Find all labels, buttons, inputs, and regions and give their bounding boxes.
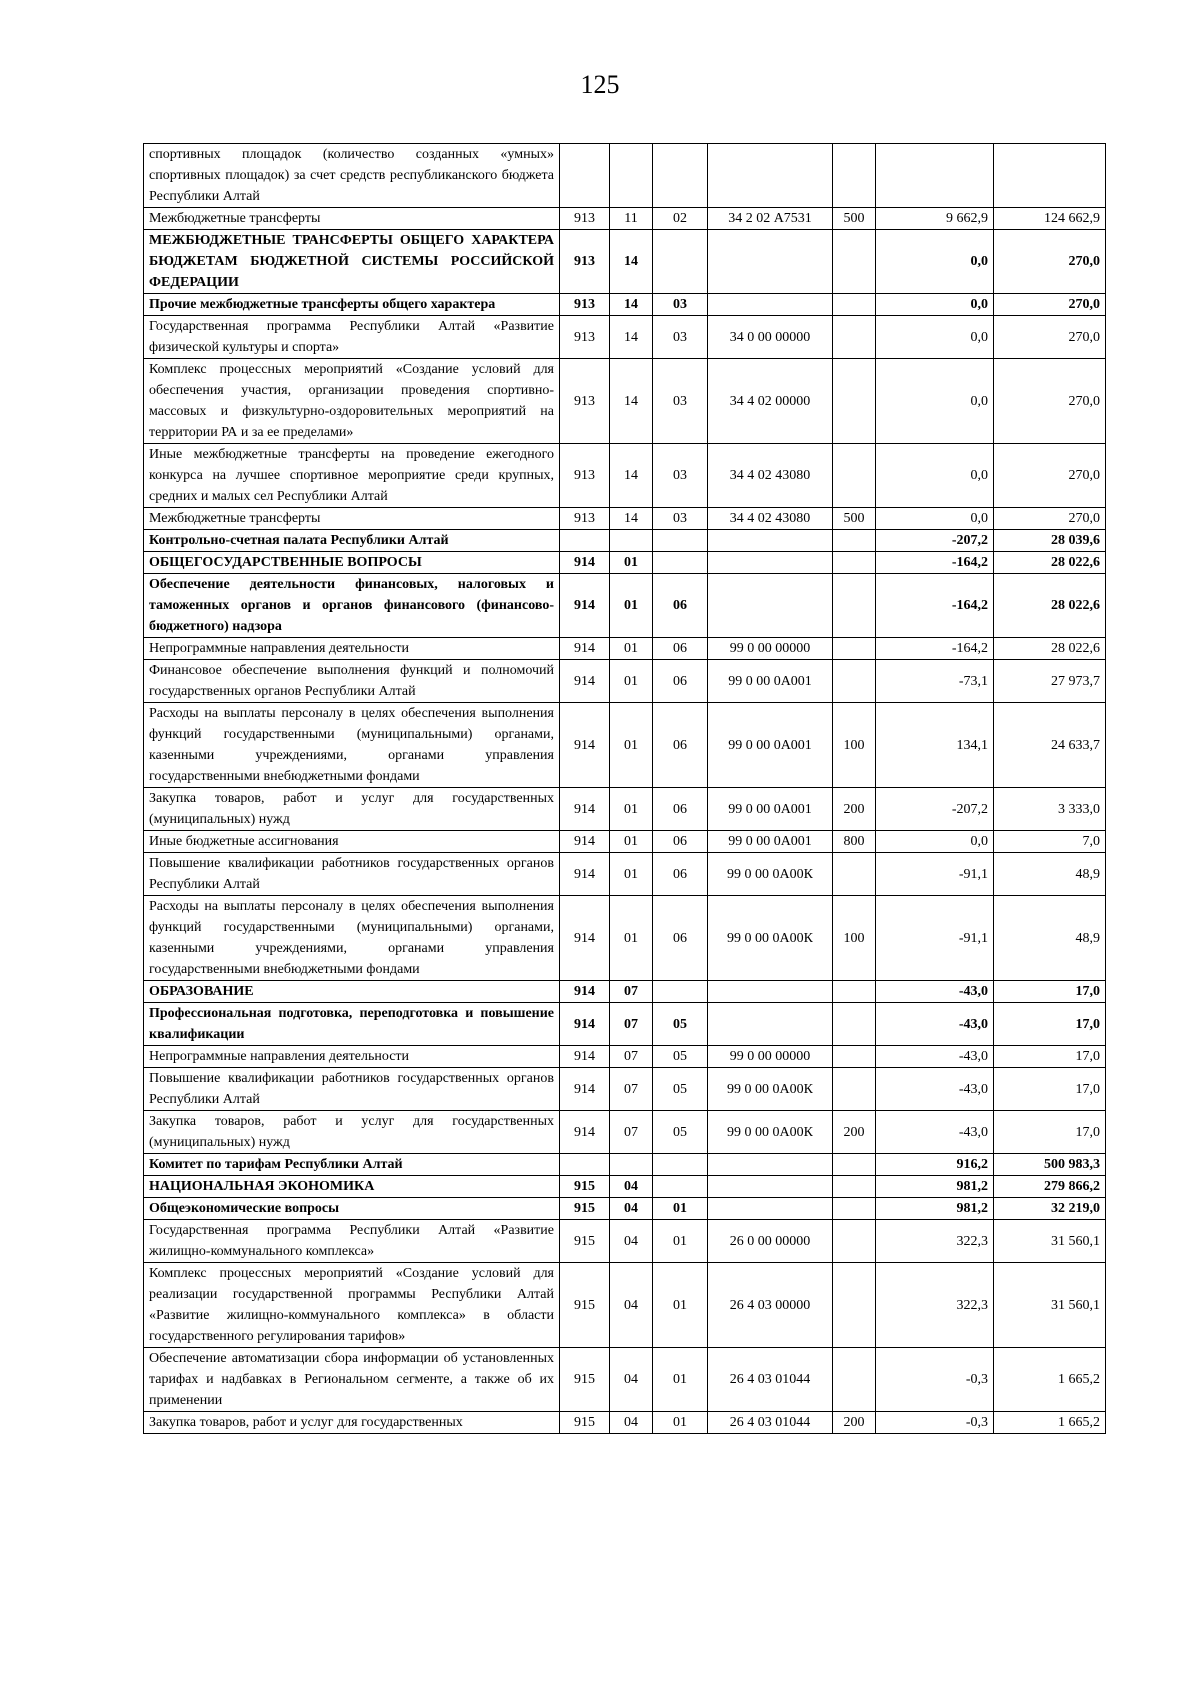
row-name: Межбюджетные трансферты — [144, 508, 560, 530]
row-target-article: 99 0 00 00000 — [708, 1046, 833, 1068]
table-row — [144, 508, 1106, 530]
row-target-article: 26 4 03 00000 — [708, 1263, 833, 1348]
row-target-article: 34 4 02 00000 — [708, 359, 833, 444]
row-section: 04 — [610, 1263, 653, 1348]
row-amount-change: -164,2 — [876, 552, 994, 574]
row-amount-change: -91,1 — [876, 853, 994, 896]
row-amount-total: 7,0 — [994, 831, 1106, 853]
row-target-article — [708, 1154, 833, 1176]
row-amount-total: 31 560,1 — [994, 1220, 1106, 1263]
row-subsection: 06 — [653, 703, 708, 788]
row-grbs: 913 — [560, 444, 610, 508]
row-target-article: 26 0 00 00000 — [708, 1220, 833, 1263]
row-target-article — [708, 1003, 833, 1046]
row-name: Государственная программа Республики Алтай «Развитие физической культуры и спорта» — [144, 316, 560, 359]
row-grbs: 914 — [560, 660, 610, 703]
row-expense-type — [833, 1198, 876, 1220]
row-section: 01 — [610, 660, 653, 703]
row-amount-total: 27 973,7 — [994, 660, 1106, 703]
row-name: Закупка товаров, работ и услуг для государственных — [144, 1412, 560, 1434]
row-amount-total: 17,0 — [994, 1003, 1106, 1046]
row-amount-change: 0,0 — [876, 359, 994, 444]
row-subsection — [653, 1176, 708, 1198]
row-target-article: 34 0 00 00000 — [708, 316, 833, 359]
row-name: спортивных площадок (количество созданных «умных» спортивных площадок) за счет средств республиканского бюджета Республики Алтай — [144, 144, 560, 208]
row-amount-total: 17,0 — [994, 1068, 1106, 1111]
row-subsection — [653, 530, 708, 552]
row-target-article — [708, 1198, 833, 1220]
row-subsection: 01 — [653, 1220, 708, 1263]
row-section: 14 — [610, 230, 653, 294]
table-row — [144, 660, 1106, 703]
row-name: Межбюджетные трансферты — [144, 208, 560, 230]
row-amount-change: 322,3 — [876, 1263, 994, 1348]
table-row — [144, 530, 1106, 552]
row-expense-type — [833, 853, 876, 896]
row-name: Общеэкономические вопросы — [144, 1198, 560, 1220]
row-target-article: 99 0 00 00000 — [708, 638, 833, 660]
table-row — [144, 1003, 1106, 1046]
table-row — [144, 1068, 1106, 1111]
row-grbs — [560, 530, 610, 552]
row-amount-total: 270,0 — [994, 508, 1106, 530]
row-section: 01 — [610, 703, 653, 788]
row-subsection: 03 — [653, 508, 708, 530]
row-name: Финансовое обеспечение выполнения функций и полномочий государственных органов Республики Алтай — [144, 660, 560, 703]
row-subsection — [653, 981, 708, 1003]
row-expense-type — [833, 444, 876, 508]
row-expense-type — [833, 1348, 876, 1412]
row-target-article — [708, 574, 833, 638]
row-target-article: 34 4 02 43080 — [708, 444, 833, 508]
row-name: Иные межбюджетные трансферты на проведение ежегодного конкурса на лучшее спортивное мероприятие среди крупных, средних и малых сел Республики Алтай — [144, 444, 560, 508]
row-amount-total: 124 662,9 — [994, 208, 1106, 230]
row-subsection: 05 — [653, 1046, 708, 1068]
row-expense-type — [833, 1068, 876, 1111]
row-name: Прочие межбюджетные трансферты общего характера — [144, 294, 560, 316]
row-section: 01 — [610, 831, 653, 853]
table-row — [144, 1220, 1106, 1263]
row-expense-type — [833, 638, 876, 660]
row-amount-total: 48,9 — [994, 853, 1106, 896]
row-target-article — [708, 230, 833, 294]
row-grbs: 914 — [560, 831, 610, 853]
row-section: 14 — [610, 444, 653, 508]
table-row — [144, 1154, 1106, 1176]
row-amount-total: 270,0 — [994, 230, 1106, 294]
row-subsection: 06 — [653, 896, 708, 981]
row-section: 11 — [610, 208, 653, 230]
row-expense-type — [833, 359, 876, 444]
row-amount-change: -91,1 — [876, 896, 994, 981]
table-row — [144, 831, 1106, 853]
table-row — [144, 638, 1106, 660]
row-name: Непрограммные направления деятельности — [144, 1046, 560, 1068]
row-amount-total: 31 560,1 — [994, 1263, 1106, 1348]
table-row — [144, 444, 1106, 508]
row-amount-total: 32 219,0 — [994, 1198, 1106, 1220]
row-grbs: 913 — [560, 230, 610, 294]
row-grbs: 914 — [560, 574, 610, 638]
row-name: Обеспечение автоматизации сбора информации об установленных тарифах и надбавках в Региональном сегменте, а также об их применении — [144, 1348, 560, 1412]
row-amount-change: 981,2 — [876, 1176, 994, 1198]
row-target-article — [708, 294, 833, 316]
row-grbs: 914 — [560, 552, 610, 574]
row-grbs: 914 — [560, 896, 610, 981]
table-row — [144, 144, 1106, 208]
row-amount-change: -207,2 — [876, 788, 994, 831]
table-row — [144, 316, 1106, 359]
row-section: 07 — [610, 981, 653, 1003]
row-target-article: 99 0 00 0А001 — [708, 788, 833, 831]
row-name: МЕЖБЮДЖЕТНЫЕ ТРАНСФЕРТЫ ОБЩЕГО ХАРАКТЕРА БЮДЖЕТАМ БЮДЖЕТНОЙ СИСТЕМЫ РОССИЙСКОЙ ФЕДЕРАЦИИ — [144, 230, 560, 294]
row-target-article: 99 0 00 0А00К — [708, 1111, 833, 1154]
row-amount-total: 17,0 — [994, 1046, 1106, 1068]
row-amount-total: 270,0 — [994, 444, 1106, 508]
row-amount-change: 134,1 — [876, 703, 994, 788]
table-row — [144, 1046, 1106, 1068]
table-row — [144, 853, 1106, 896]
row-target-article — [708, 552, 833, 574]
row-amount-total: 28 039,6 — [994, 530, 1106, 552]
row-section: 04 — [610, 1220, 653, 1263]
row-subsection: 03 — [653, 294, 708, 316]
row-target-article: 99 0 00 0А001 — [708, 703, 833, 788]
row-amount-change: 0,0 — [876, 444, 994, 508]
row-grbs: 915 — [560, 1220, 610, 1263]
row-expense-type — [833, 230, 876, 294]
row-name: Расходы на выплаты персоналу в целях обеспечения выполнения функций государственными (муниципальными) органами, казенными учреждениями, органами управления государственными внебюджетными фондами — [144, 896, 560, 981]
row-subsection: 03 — [653, 444, 708, 508]
row-amount-change: 0,0 — [876, 294, 994, 316]
row-amount-total: 17,0 — [994, 1111, 1106, 1154]
row-section: 14 — [610, 359, 653, 444]
row-section: 04 — [610, 1348, 653, 1412]
row-amount-change: -0,3 — [876, 1412, 994, 1434]
table-row — [144, 1263, 1106, 1348]
row-amount-total: 270,0 — [994, 316, 1106, 359]
row-amount-change — [876, 144, 994, 208]
table-row — [144, 788, 1106, 831]
row-grbs — [560, 144, 610, 208]
row-grbs: 914 — [560, 1111, 610, 1154]
row-expense-type — [833, 144, 876, 208]
row-amount-total — [994, 144, 1106, 208]
row-expense-type — [833, 1263, 876, 1348]
row-amount-total: 28 022,6 — [994, 638, 1106, 660]
row-section: 07 — [610, 1068, 653, 1111]
row-section: 01 — [610, 638, 653, 660]
row-amount-change: 0,0 — [876, 508, 994, 530]
row-amount-change: 981,2 — [876, 1198, 994, 1220]
row-section — [610, 144, 653, 208]
row-grbs: 914 — [560, 853, 610, 896]
row-target-article: 26 4 03 01044 — [708, 1348, 833, 1412]
row-expense-type: 500 — [833, 208, 876, 230]
row-section: 04 — [610, 1176, 653, 1198]
row-grbs: 913 — [560, 508, 610, 530]
row-expense-type — [833, 530, 876, 552]
row-name: ОБРАЗОВАНИЕ — [144, 981, 560, 1003]
row-expense-type: 200 — [833, 1111, 876, 1154]
row-subsection — [653, 230, 708, 294]
row-subsection: 05 — [653, 1111, 708, 1154]
row-target-article: 34 4 02 43080 — [708, 508, 833, 530]
row-section: 07 — [610, 1046, 653, 1068]
row-expense-type — [833, 574, 876, 638]
row-amount-total: 28 022,6 — [994, 574, 1106, 638]
row-expense-type — [833, 1176, 876, 1198]
row-grbs: 915 — [560, 1198, 610, 1220]
row-name: Обеспечение деятельности финансовых, налоговых и таможенных органов и органов финансового (финансово-бюджетного) надзора — [144, 574, 560, 638]
row-target-article — [708, 1176, 833, 1198]
row-amount-change: -43,0 — [876, 1003, 994, 1046]
row-grbs: 913 — [560, 294, 610, 316]
row-name: Закупка товаров, работ и услуг для государственных (муниципальных) нужд — [144, 1111, 560, 1154]
row-grbs: 915 — [560, 1412, 610, 1434]
row-expense-type — [833, 552, 876, 574]
row-target-article: 34 2 02 А7531 — [708, 208, 833, 230]
row-grbs: 915 — [560, 1263, 610, 1348]
row-expense-type: 100 — [833, 896, 876, 981]
row-grbs: 915 — [560, 1348, 610, 1412]
row-section: 14 — [610, 508, 653, 530]
page-number: 125 — [580, 70, 620, 99]
row-amount-change: -164,2 — [876, 574, 994, 638]
row-expense-type — [833, 1220, 876, 1263]
row-amount-total: 1 665,2 — [994, 1348, 1106, 1412]
row-grbs: 914 — [560, 638, 610, 660]
row-expense-type — [833, 981, 876, 1003]
row-amount-total: 17,0 — [994, 981, 1106, 1003]
row-name: НАЦИОНАЛЬНАЯ ЭКОНОМИКА — [144, 1176, 560, 1198]
row-section — [610, 530, 653, 552]
row-amount-change: -43,0 — [876, 1046, 994, 1068]
row-name: Комитет по тарифам Республики Алтай — [144, 1154, 560, 1176]
row-section: 01 — [610, 788, 653, 831]
row-name: Расходы на выплаты персоналу в целях обеспечения выполнения функций государственными (муниципальными) органами, казенными учреждениями, органами управления государственными внебюджетными фондами — [144, 703, 560, 788]
row-subsection: 05 — [653, 1003, 708, 1046]
row-subsection: 03 — [653, 359, 708, 444]
row-subsection: 01 — [653, 1263, 708, 1348]
row-subsection: 06 — [653, 574, 708, 638]
row-amount-change: -0,3 — [876, 1348, 994, 1412]
row-subsection: 06 — [653, 831, 708, 853]
table-row — [144, 981, 1106, 1003]
row-amount-total: 270,0 — [994, 359, 1106, 444]
row-section: 01 — [610, 574, 653, 638]
table-row — [144, 359, 1106, 444]
row-name: ОБЩЕГОСУДАРСТВЕННЫЕ ВОПРОСЫ — [144, 552, 560, 574]
row-expense-type: 800 — [833, 831, 876, 853]
row-subsection: 03 — [653, 316, 708, 359]
table-row — [144, 1111, 1106, 1154]
row-amount-change: 0,0 — [876, 230, 994, 294]
row-target-article: 99 0 00 0А001 — [708, 831, 833, 853]
row-subsection: 05 — [653, 1068, 708, 1111]
table-row — [144, 1198, 1106, 1220]
table-row — [144, 1348, 1106, 1412]
table-row — [144, 703, 1106, 788]
row-amount-total: 28 022,6 — [994, 552, 1106, 574]
row-amount-total: 500 983,3 — [994, 1154, 1106, 1176]
row-name: Комплекс процессных мероприятий «Создание условий для обеспечения участия, организации проведения спортивно-массовых и физкультурно-оздоровительных мероприятий на территории РА и за ее пределами» — [144, 359, 560, 444]
row-expense-type — [833, 1003, 876, 1046]
table-row — [144, 552, 1106, 574]
row-section: 07 — [610, 1111, 653, 1154]
row-expense-type: 200 — [833, 788, 876, 831]
row-target-article: 26 4 03 01044 — [708, 1412, 833, 1434]
row-expense-type: 100 — [833, 703, 876, 788]
row-name: Комплекс процессных мероприятий «Создание условий для реализации государственной программы Республики Алтай «Развитие жилищно-коммунального комплекса» в области государственного регулирования тарифов» — [144, 1263, 560, 1348]
table-row — [144, 896, 1106, 981]
row-grbs: 914 — [560, 981, 610, 1003]
row-grbs: 914 — [560, 703, 610, 788]
row-subsection: 06 — [653, 638, 708, 660]
row-expense-type — [833, 660, 876, 703]
row-amount-change: -207,2 — [876, 530, 994, 552]
row-grbs — [560, 1154, 610, 1176]
row-section: 14 — [610, 294, 653, 316]
row-section: 14 — [610, 316, 653, 359]
table-row — [144, 574, 1106, 638]
row-target-article: 99 0 00 0А001 — [708, 660, 833, 703]
row-subsection: 02 — [653, 208, 708, 230]
row-amount-total: 270,0 — [994, 294, 1106, 316]
row-expense-type: 200 — [833, 1412, 876, 1434]
row-amount-change: 9 662,9 — [876, 208, 994, 230]
table-row — [144, 294, 1106, 316]
row-amount-total: 1 665,2 — [994, 1412, 1106, 1434]
row-name: Контрольно-счетная палата Республики Алтай — [144, 530, 560, 552]
row-amount-change: -43,0 — [876, 981, 994, 1003]
row-section: 04 — [610, 1198, 653, 1220]
row-amount-change: 0,0 — [876, 316, 994, 359]
row-section: 01 — [610, 896, 653, 981]
row-amount-total: 24 633,7 — [994, 703, 1106, 788]
row-grbs: 914 — [560, 788, 610, 831]
row-name: Повышение квалификации работников государственных органов Республики Алтай — [144, 1068, 560, 1111]
row-grbs: 913 — [560, 316, 610, 359]
row-name: Закупка товаров, работ и услуг для государственных (муниципальных) нужд — [144, 788, 560, 831]
row-subsection: 06 — [653, 660, 708, 703]
row-amount-change: 322,3 — [876, 1220, 994, 1263]
row-grbs: 914 — [560, 1003, 610, 1046]
table-row — [144, 1412, 1106, 1434]
row-name: Иные бюджетные ассигнования — [144, 831, 560, 853]
row-expense-type — [833, 1154, 876, 1176]
row-amount-total: 48,9 — [994, 896, 1106, 981]
row-section: 01 — [610, 853, 653, 896]
row-grbs: 914 — [560, 1068, 610, 1111]
row-section: 04 — [610, 1412, 653, 1434]
row-target-article: 99 0 00 0А00К — [708, 896, 833, 981]
row-subsection: 01 — [653, 1198, 708, 1220]
row-expense-type: 500 — [833, 508, 876, 530]
row-name: Непрограммные направления деятельности — [144, 638, 560, 660]
row-amount-change: -43,0 — [876, 1111, 994, 1154]
table-row — [144, 1176, 1106, 1198]
row-name: Государственная программа Республики Алтай «Развитие жилищно-коммунального комплекса» — [144, 1220, 560, 1263]
row-amount-change: 916,2 — [876, 1154, 994, 1176]
row-target-article — [708, 144, 833, 208]
row-amount-change: -164,2 — [876, 638, 994, 660]
row-grbs: 914 — [560, 1046, 610, 1068]
budget-table — [143, 143, 1106, 1434]
table-row — [144, 230, 1106, 294]
row-grbs: 913 — [560, 359, 610, 444]
row-amount-change: -43,0 — [876, 1068, 994, 1111]
row-expense-type — [833, 316, 876, 359]
row-section: 01 — [610, 552, 653, 574]
row-name: Профессиональная подготовка, переподготовка и повышение квалификации — [144, 1003, 560, 1046]
row-amount-change: 0,0 — [876, 831, 994, 853]
row-target-article — [708, 530, 833, 552]
row-subsection — [653, 552, 708, 574]
row-section: 07 — [610, 1003, 653, 1046]
row-grbs: 913 — [560, 208, 610, 230]
row-subsection: 01 — [653, 1412, 708, 1434]
row-subsection: 06 — [653, 853, 708, 896]
row-amount-total: 3 333,0 — [994, 788, 1106, 831]
row-name: Повышение квалификации работников государственных органов Республики Алтай — [144, 853, 560, 896]
row-subsection — [653, 144, 708, 208]
row-expense-type — [833, 1046, 876, 1068]
row-grbs: 915 — [560, 1176, 610, 1198]
row-expense-type — [833, 294, 876, 316]
row-section — [610, 1154, 653, 1176]
row-target-article — [708, 981, 833, 1003]
table-row — [144, 208, 1106, 230]
row-amount-total: 279 866,2 — [994, 1176, 1106, 1198]
row-amount-change: -73,1 — [876, 660, 994, 703]
row-subsection: 01 — [653, 1348, 708, 1412]
row-target-article: 99 0 00 0А00К — [708, 853, 833, 896]
row-target-article: 99 0 00 0А00К — [708, 1068, 833, 1111]
row-subsection: 06 — [653, 788, 708, 831]
row-subsection — [653, 1154, 708, 1176]
